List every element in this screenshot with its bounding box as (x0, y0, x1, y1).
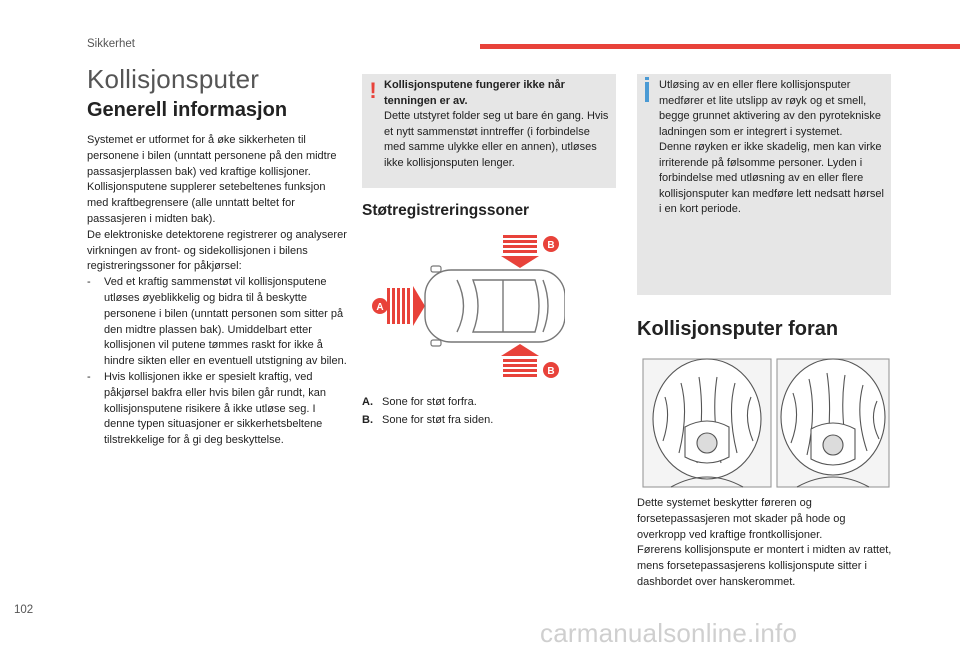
impact-zones-diagram (365, 230, 565, 382)
legend-item: B. Sone for støt fra siden. (362, 414, 494, 426)
zones-heading: Støtregistreringssoner (362, 202, 530, 219)
callout-b-top (543, 236, 559, 252)
header-accent-rule (480, 44, 960, 49)
section-label: Sikkerhet (87, 38, 135, 50)
warning-body: Dette utstyret folder seg ut bare én gang. Hvis et nytt sammenstøt inntreffer (i forbindelse med samme ulykke eller en annen), utløses ikke kollisjonsputen lenger. (384, 110, 609, 169)
callout-a-label: A (376, 302, 384, 313)
exclamation-icon: ! (369, 78, 377, 103)
info-icon (645, 82, 649, 102)
legend-item: A. Sone for støt forfra. (362, 396, 477, 408)
front-zone (387, 286, 425, 326)
side-zone-top (501, 235, 539, 268)
front-airbags-heading: Kollisjonsputer foran (637, 318, 839, 340)
side-zone-bottom (501, 344, 539, 377)
front-airbags-body: Dette systemet beskytter føreren og forsetepassasjeren mot skader på hode og overkropp ved kraftige frontkollisjoner. Førerens kollisjonspute er montert i midten av rattet, mens forsetepassasjerens kollisjonspute sitter i dashbordet over hanskerommet. (637, 497, 892, 588)
warning-text (384, 78, 610, 171)
general-bullet-list (87, 275, 349, 449)
general-intro: Systemet er utformet for å øke sikkerheten til personene i bilen (unntatt personene på den midtre passasjerplassen bak) ved kraftige kollisjoner. Kollisjonsputene supplerer setebeltenes funksjon med kraftbegrensere (alle unntatt beltet for passasjeren i midten bak). (87, 134, 337, 225)
car-outline (425, 270, 565, 342)
general-detectors: De elektroniske detektorene registrerer og analyserer virkningen av front- og sidekollisjonen i bilens registreringssoner for påkjørsel: (87, 228, 347, 273)
warning-bold: Kollisjonsputene fungerer ikke når tenningen er av. (384, 79, 565, 107)
general-info-body (87, 133, 349, 449)
zones-legend (362, 393, 616, 429)
list-item: - Ved et kraftig sammenstøt vil kollisjonsputene utløses øyeblikkelig og bidra til å beskytte personene i bilen (unntatt personen som sitter på den midtre plassen bak). Umiddelbart etter kollisjonen vil putene tømmes raskt for ikke å hindre sikten eller en eventuell utstigning av bilen. (87, 275, 349, 370)
info-text: Utløsing av en eller flere kollisjonsputer medfører et lite utslipp av røyk og et smell, begge grunnet aktivering av den pyrotekniske ladningen som er integrert i systemet. Denne røyken er ikke skadelig, men kan virke irriterende på følsomme personer. Lyden i forbindelse med utløsning av en eller flere kollisjonsputer kan medføre lett nedsatt hørsel i en kort periode. (659, 79, 884, 215)
general-info-heading: Generell informasjon (87, 99, 288, 121)
front-airbags-illustration (641, 357, 891, 489)
callout-b-top-label: B (547, 240, 555, 251)
callout-b-bottom-label: B (547, 366, 555, 377)
page-number: 102 (14, 604, 34, 616)
warning-box (362, 74, 616, 188)
page-title: Kollisjonsputer (87, 64, 260, 94)
callout-b-bottom (543, 362, 559, 378)
callout-a (372, 298, 388, 314)
info-box (637, 74, 891, 295)
list-item: - Hvis kollisjonen ikke er spesielt kraftig, ved påkjørsel bakfra eller hvis bilen går rundt, kan kollisjonsputene risikere å ikke utløse seg. I denne typen situasjoner er sikkerhetsbeltene tilstrekkelige for å gi deg beskyttelse. (87, 370, 349, 449)
watermark: carmanualsonline.info (540, 618, 798, 648)
